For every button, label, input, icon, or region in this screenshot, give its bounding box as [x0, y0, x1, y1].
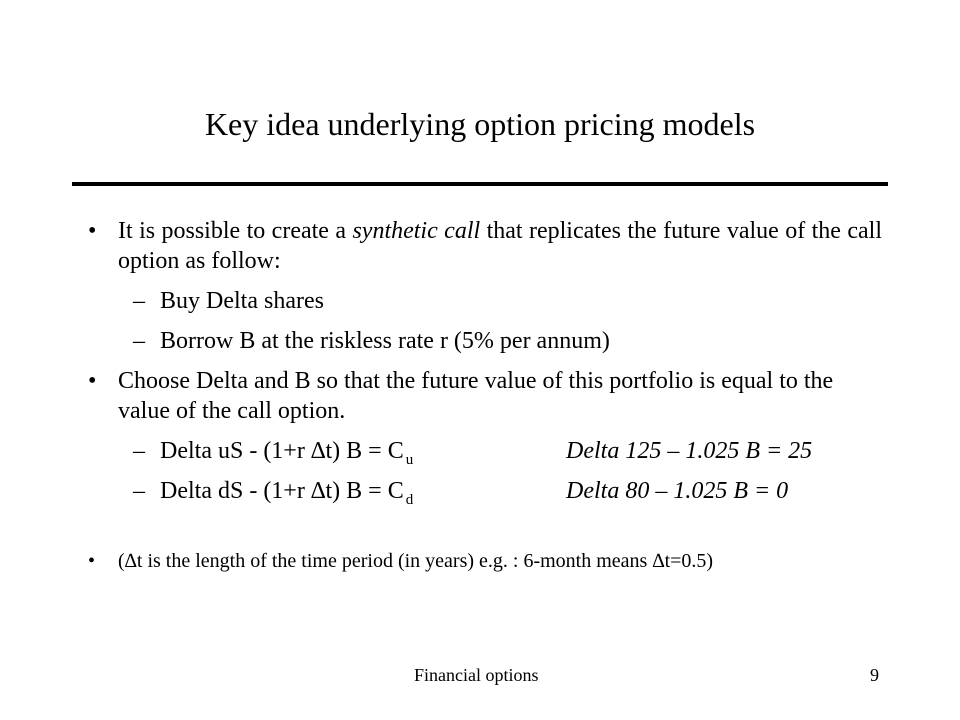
- bullet-marker: •: [88, 368, 97, 394]
- sub-bullet-marker: –: [133, 438, 145, 464]
- subscript-d: d: [405, 492, 414, 508]
- equation-down-state: [160, 476, 413, 509]
- equation-up-state: [160, 436, 413, 469]
- sub-bullet-marker: –: [133, 288, 145, 314]
- bullet-marker: •: [88, 550, 96, 572]
- equation-left: Delta uS - (1+r ∆t) B = C: [160, 438, 404, 464]
- equation-left: Delta dS - (1+r ∆t) B = C: [160, 478, 404, 504]
- page-number: 9: [870, 665, 879, 685]
- footer-title: Financial options: [414, 665, 539, 685]
- bullet-choose-delta: Choose Delta and B so that the future value of this portfolio is equal to the value of the call option.: [118, 368, 834, 424]
- sub-bullet-borrow: Borrow B at the riskless rate r (5% per annum): [160, 328, 610, 354]
- sub-bullet-marker: –: [133, 478, 145, 504]
- bullet-text-part: that replicates the future value of the call option as follow:: [118, 218, 883, 274]
- bullet-synthetic-call: [118, 216, 882, 276]
- equation-down-numeric: Delta 80 – 1.025 B = 0: [566, 478, 789, 504]
- sub-bullet-buy-delta: Buy Delta shares: [160, 288, 324, 314]
- slide-title: Key idea underlying option pricing models: [204, 106, 756, 142]
- note-delta-t: (∆t is the length of the time period (in years) e.g. : 6-month means ∆t=0.5): [118, 550, 714, 572]
- subscript-u: u: [405, 452, 414, 468]
- bullet-text-part: It is possible to create a: [118, 218, 353, 244]
- title-divider: [72, 182, 888, 186]
- emphasis-synthetic-call: synthetic call: [352, 218, 481, 244]
- sub-bullet-marker: –: [133, 328, 145, 354]
- bullet-marker: •: [88, 218, 97, 244]
- equation-up-numeric: Delta 125 – 1.025 B = 25: [566, 438, 813, 464]
